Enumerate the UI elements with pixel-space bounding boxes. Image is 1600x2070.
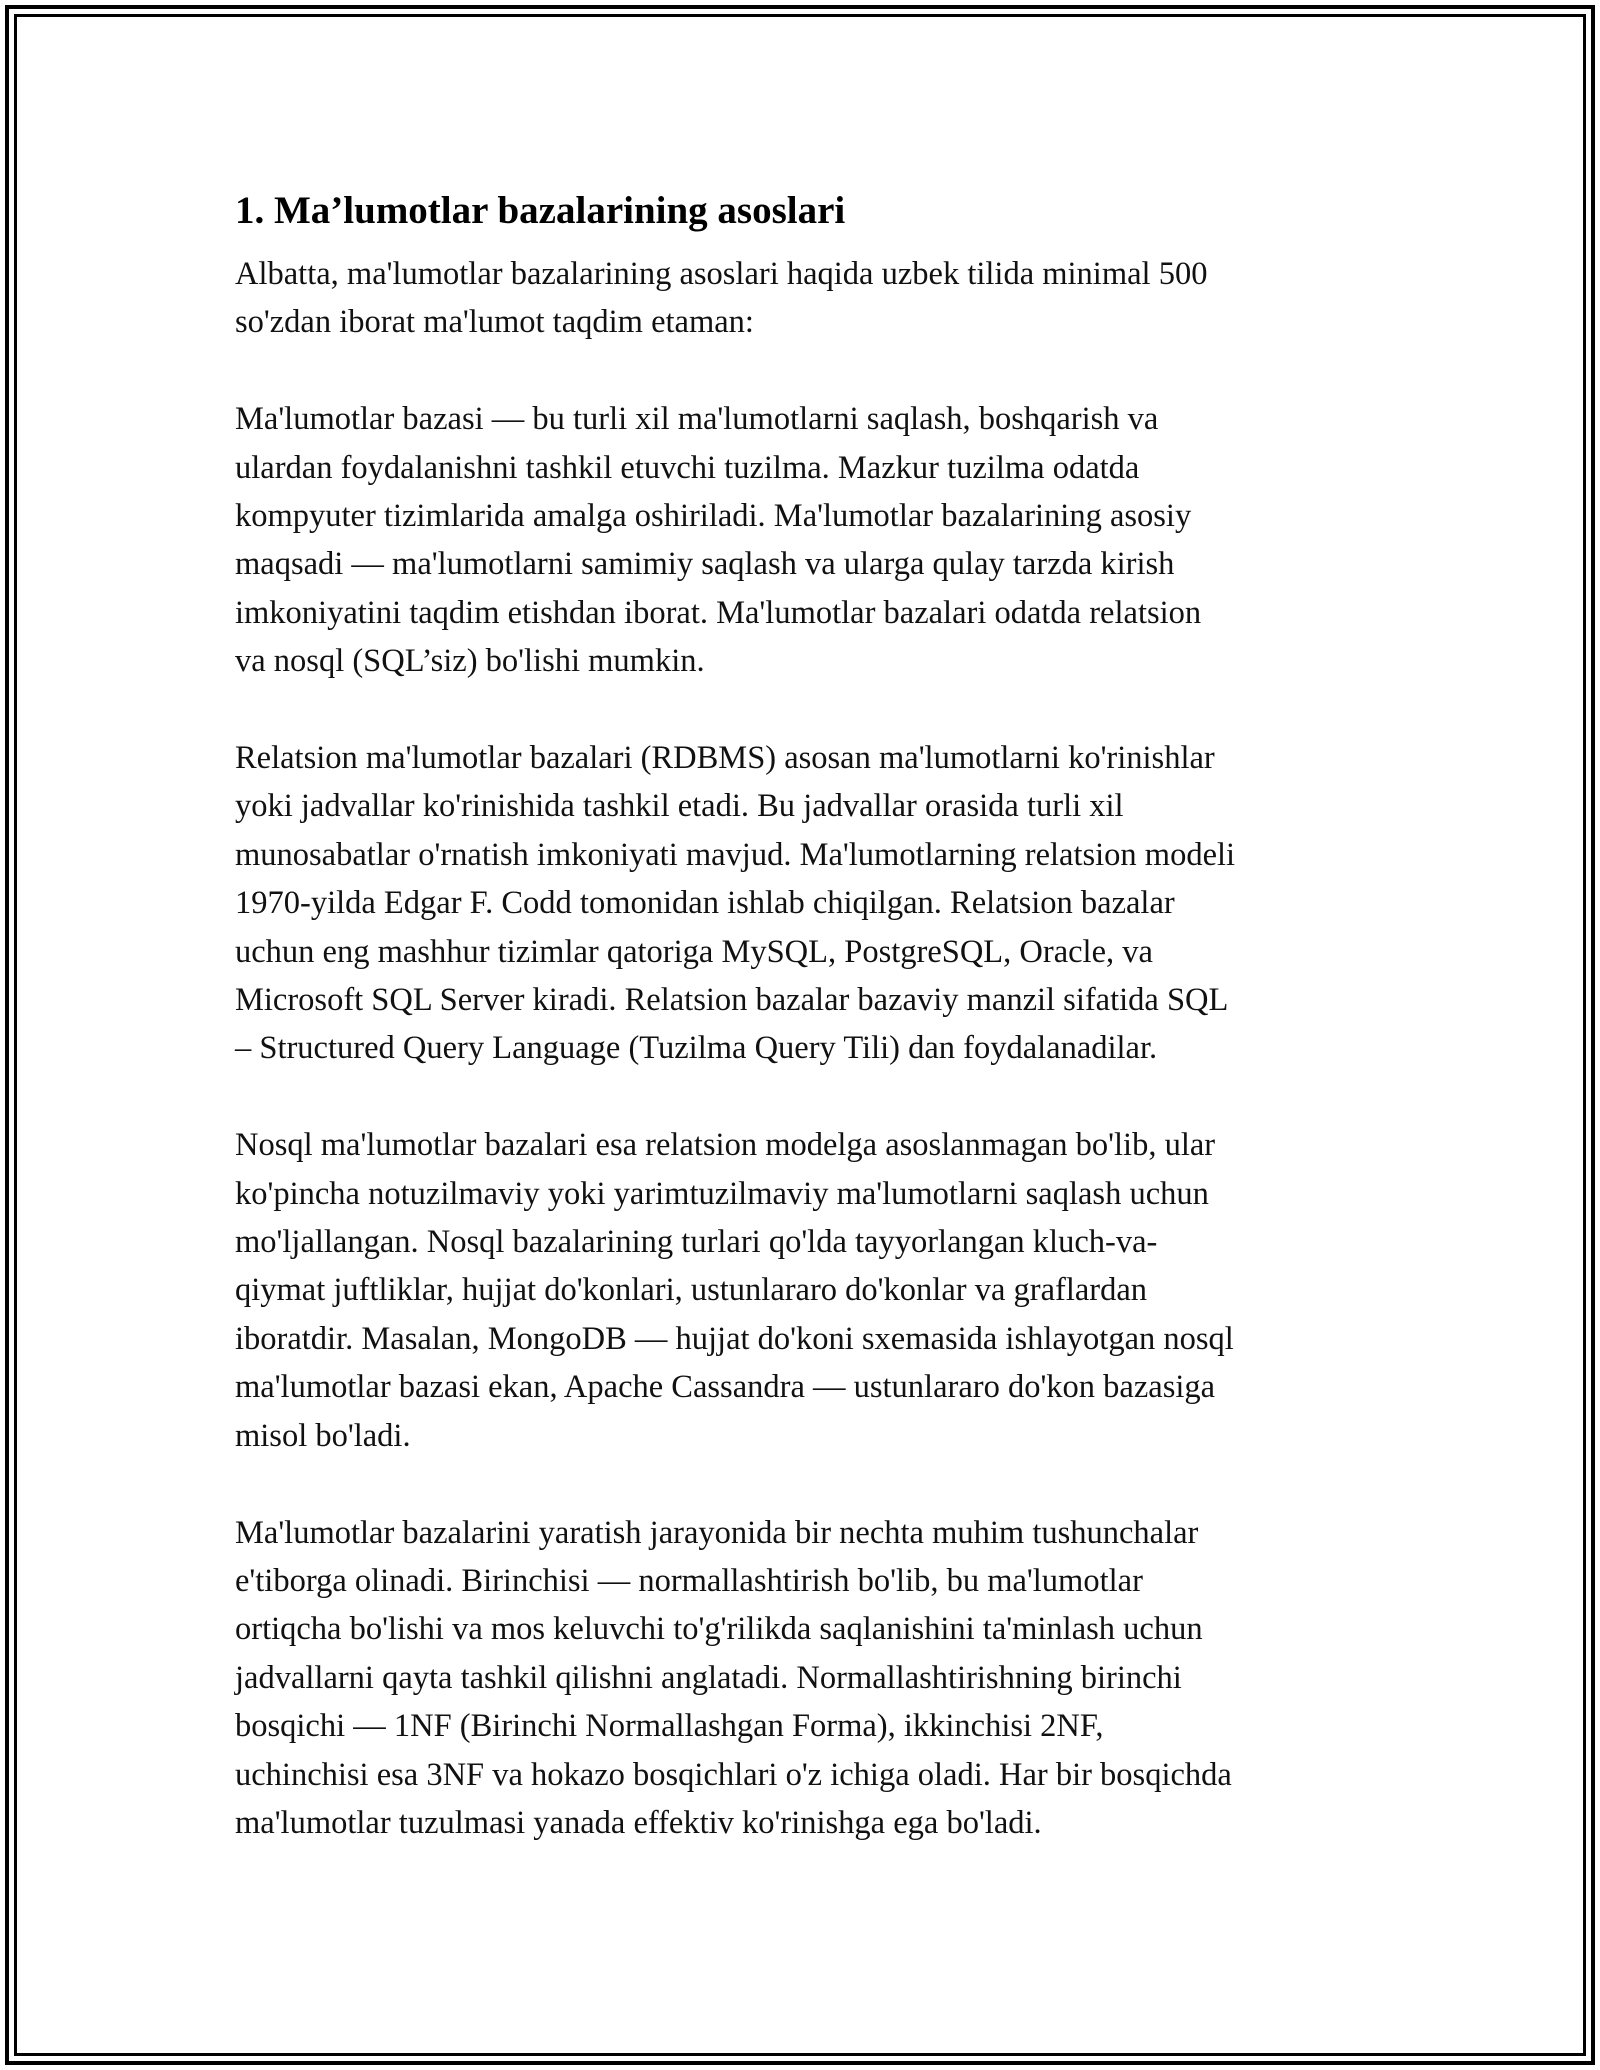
paragraph-line: imkoniyatini taqdim etishdan iborat. Ma'lumotlar bazalari odatda relatsion bbox=[235, 594, 1202, 631]
paragraph-line: ulardan foydalanishni tashkil etuvchi tuzilma. Mazkur tuzilma odatda bbox=[235, 449, 1140, 486]
paragraph-line: uchinchisi esa 3NF va hokazo bosqichlari o'z ichiga oladi. Har bir bosqichda bbox=[235, 1756, 1232, 1793]
paragraph-line: ortiqcha bo'lishi va mos keluvchi to'g'rilikda saqlanishini ta'minlash uchun bbox=[235, 1611, 1203, 1648]
paragraph-line: ko'pincha notuzilmaviy yoki yarimtuzilmaviy ma'lumotlarni saqlash uchun bbox=[235, 1175, 1209, 1212]
paragraph-line: va nosql (SQL’siz) bo'lishi mumkin. bbox=[235, 643, 705, 680]
paragraphs-container bbox=[235, 250, 1375, 1847]
paragraph-line: Ma'lumotlar bazalarini yaratish jarayonida bir nechta muhim tushunchalar bbox=[235, 1514, 1199, 1551]
paragraph-line: e'tiborga olinadi. Birinchisi — normallashtirish bo'lib, bu ma'lumotlar bbox=[235, 1562, 1143, 1599]
paragraph-line: munosabatlar o'rnatish imkoniyati mavjud. Ma'lumotlarning relatsion modeli bbox=[235, 836, 1236, 873]
paragraph-line: so'zdan iborat ma'lumot taqdim etaman: bbox=[235, 304, 754, 341]
section-heading: 1. Ma’lumotlar bazalarining asoslari bbox=[235, 189, 846, 232]
paragraph-line: misol bo'ladi. bbox=[235, 1417, 411, 1454]
paragraph-line: maqsadi — ma'lumotlarni samimiy saqlash va ularga qulay tarzda kirish bbox=[235, 546, 1175, 583]
paragraph bbox=[235, 250, 1375, 347]
paragraph bbox=[235, 734, 1375, 1073]
paragraph-line: kompyuter tizimlarida amalga oshiriladi. Ma'lumotlar bazalarining asosiy bbox=[235, 498, 1192, 535]
paragraph-line: 1970-yilda Edgar F. Codd tomonidan ishlab chiqilgan. Relatsion bazalar bbox=[235, 885, 1175, 922]
paragraph-line: Microsoft SQL Server kiradi. Relatsion bazalar bazaviy manzil sifatida SQL bbox=[235, 982, 1229, 1019]
paragraph bbox=[235, 1121, 1375, 1460]
document-body bbox=[235, 184, 1375, 1896]
paragraph-line: uchun eng mashhur tizimlar qatoriga MySQL, PostgreSQL, Oracle, va bbox=[235, 933, 1153, 970]
paragraph-line: Albatta, ma'lumotlar bazalarining asoslari haqida uzbek tilida minimal 500 bbox=[235, 256, 1208, 292]
paragraph-line: ma'lumotlar tuzulmasi yanada effektiv ko'rinishga ega bo'ladi. bbox=[235, 1804, 1042, 1841]
paragraph bbox=[235, 395, 1375, 685]
paragraph-line: mo'ljallangan. Nosql bazalarining turlari qo'lda tayyorlangan kluch-va- bbox=[235, 1224, 1158, 1261]
paragraph-line: ma'lumotlar bazasi ekan, Apache Cassandra — ustunlararo do'kon bazasiga bbox=[235, 1369, 1216, 1406]
paragraph-line: bosqichi — 1NF (Birinchi Normallashgan Forma), ikkinchisi 2NF, bbox=[235, 1708, 1104, 1745]
paragraph-line: yoki jadvallar ko'rinishida tashkil etadi. Bu jadvallar orasida turli xil bbox=[235, 788, 1124, 825]
paragraph-line: iboratdir. Masalan, MongoDB — hujjat do'koni sxemasida ishlayotgan nosql bbox=[235, 1320, 1234, 1357]
paragraph-line: qiymat juftliklar, hujjat do'konlari, ustunlararo do'konlar va graflardan bbox=[235, 1272, 1148, 1309]
paragraph-line: Relatsion ma'lumotlar bazalari (RDBMS) asosan ma'lumotlarni ko'rinishlar bbox=[235, 740, 1215, 777]
paragraph-line: Nosql ma'lumotlar bazalari esa relatsion modelga asoslanmagan bo'lib, ular bbox=[235, 1127, 1216, 1164]
paragraph-line: Ma'lumotlar bazasi — bu turli xil ma'lumotlarni saqlash, boshqarish va bbox=[235, 401, 1159, 438]
paragraph-line: – Structured Query Language (Tuzilma Query Tili) dan foydalanadilar. bbox=[235, 1030, 1158, 1067]
paragraph-line: jadvallarni qayta tashkil qilishni anglatadi. Normallashtirishning birinchi bbox=[235, 1659, 1182, 1696]
paragraph bbox=[235, 1509, 1375, 1848]
